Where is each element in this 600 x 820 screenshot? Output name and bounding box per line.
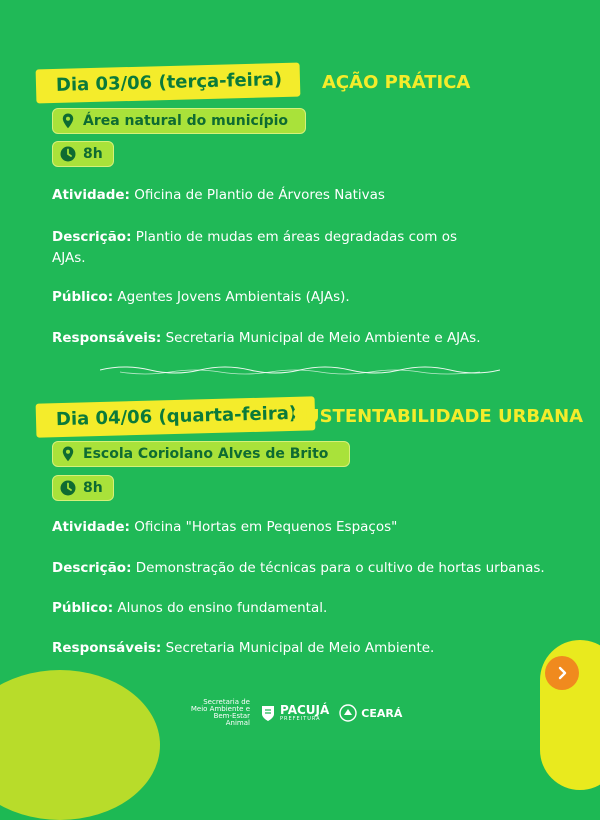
day-2-descricao: Descrição: Demonstração de técnicas para o cultivo de hortas urbanas. <box>52 560 545 576</box>
footer-logos <box>190 700 402 726</box>
day-1-descricao: Descrição: Plantio de mudas em áreas degradadas com os AJAs. <box>52 229 458 266</box>
secretaria-logo: Secretaria de Meio Ambiente e Bem-Estar Animal <box>190 698 250 727</box>
chevron-right-icon <box>554 665 570 681</box>
day-1-publico: Público: Agentes Jovens Ambientais (AJAs). <box>52 289 350 305</box>
day-1-location-pill <box>52 108 306 134</box>
ceara-coat-of-arms-icon <box>339 704 357 722</box>
day-1-responsaveis: Responsáveis: Secretaria Municipal de Meio Ambiente e AJAs. <box>52 330 481 346</box>
day-2-date: Dia 04/06 (quarta-feira) <box>55 402 298 431</box>
day-1-time: 8h <box>83 146 103 162</box>
day-1-date: Dia 03/06 (terça-feira) <box>55 69 283 96</box>
next-slide-button[interactable] <box>545 656 579 690</box>
day-2-time-pill <box>52 475 114 501</box>
pacuja-emblem-icon <box>260 704 276 722</box>
day-1-location: Área natural do município <box>83 113 289 129</box>
day-1-theme: AÇÃO PRÁTICA <box>322 72 471 93</box>
map-pin-icon <box>59 445 77 463</box>
day-1-time-pill <box>52 141 114 167</box>
day-2-responsaveis: Responsáveis: Secretaria Municipal de Meio Ambiente. <box>52 640 435 656</box>
day-2-location: Escola Coriolano Alves de Brito <box>83 446 329 462</box>
day-2-time: 8h <box>83 480 103 496</box>
day-2-atividade: Atividade: Oficina "Hortas em Pequenos Espaços" <box>52 519 398 535</box>
day-2-location-pill <box>52 441 350 467</box>
day-2-date-banner <box>36 396 316 437</box>
decorative-blob-left <box>0 670 160 820</box>
clock-icon <box>59 145 77 163</box>
wave-divider <box>100 360 500 380</box>
day-2-publico: Público: Alunos do ensino fundamental. <box>52 600 328 616</box>
map-pin-icon <box>59 112 77 130</box>
day-1-atividade: Atividade: Oficina de Plantio de Árvores Nativas <box>52 187 385 203</box>
prefeitura-label: PREFEITURA <box>280 715 321 722</box>
day-2-theme: SUSTENTABILIDADE URBANA <box>292 406 584 427</box>
ceara-name: CEARÁ <box>361 706 403 720</box>
pacuja-logo <box>260 704 329 722</box>
pacuja-name: PACUJÁ <box>280 702 330 717</box>
ceara-logo <box>339 704 402 722</box>
clock-icon <box>59 479 77 497</box>
day-1-date-banner <box>36 63 301 104</box>
